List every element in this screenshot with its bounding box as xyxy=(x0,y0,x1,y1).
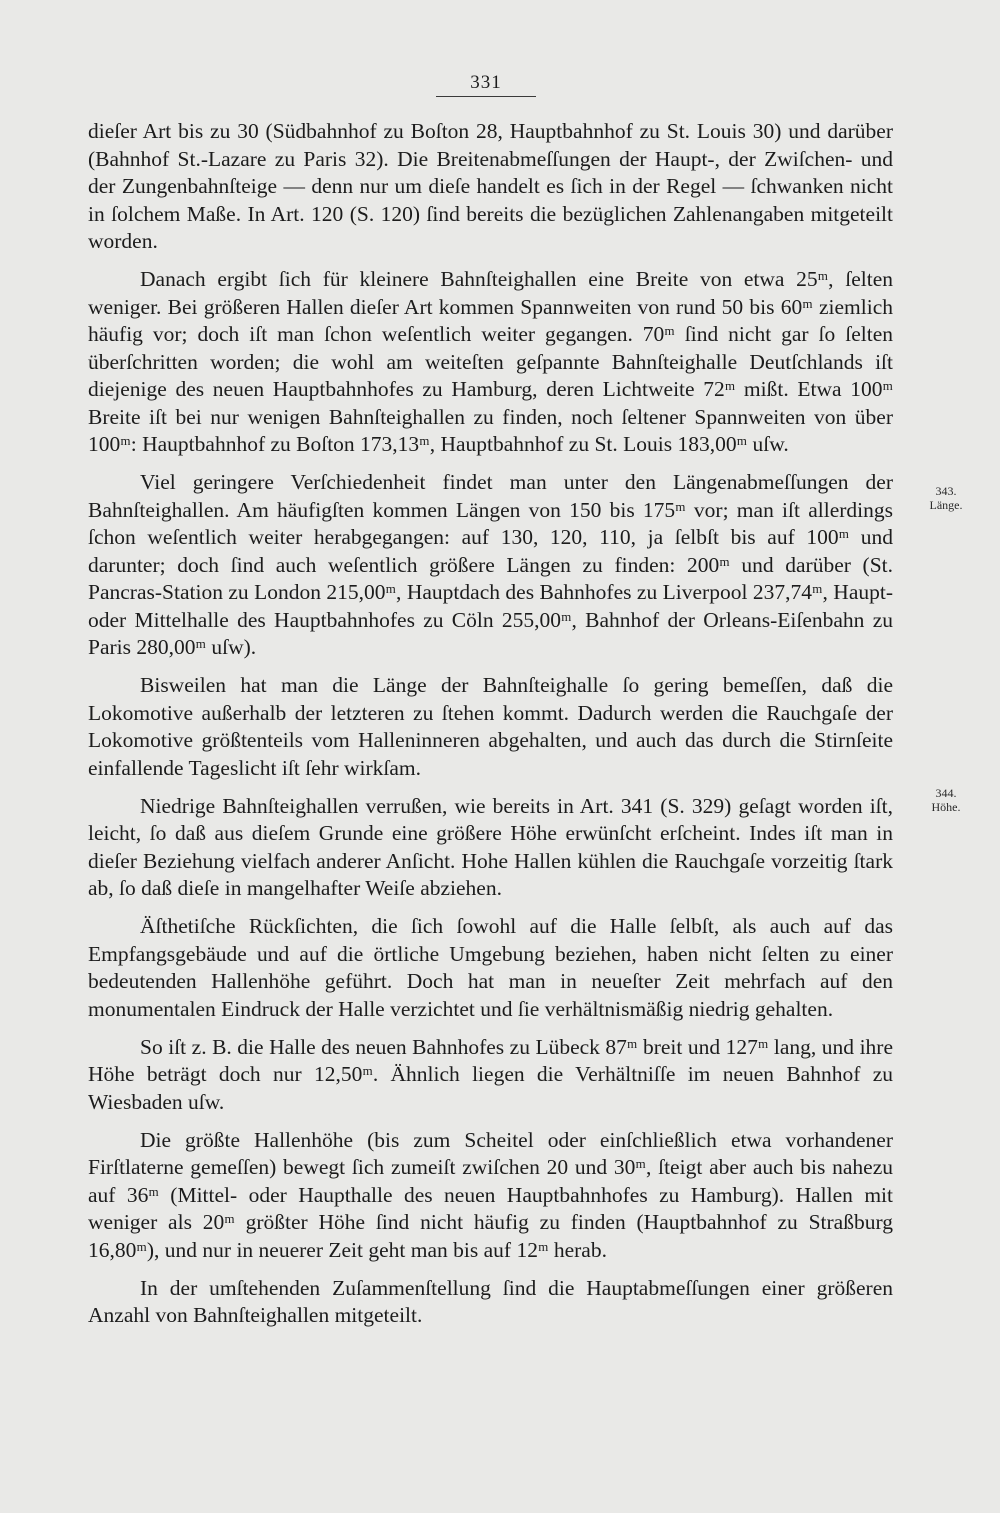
margin-note-length xyxy=(914,484,978,512)
paragraph: Äſthetiſche Rückſichten, die ſich ſowohl auf die Halle ſelbſt, als auch auf das Empfangsgebäude und auf die örtliche Umgebung beziehen, haben nicht ſelten zu einer bedeutenden Hallenhöhe geführt. Doch hat man in neueſter Zeit mehrfach auf den monumentalen Eindruck der Halle verzichtet und ſie verhältnismäßig niedrig gehalten. xyxy=(88,914,893,1021)
margin-note-label: Länge. xyxy=(929,498,963,512)
margin-note-number: 344. xyxy=(935,786,957,800)
paragraph: Danach ergibt ſich für kleinere Bahnſteighallen eine Breite von etwa 25ᵐ, ſelten weniger. Bei größeren Hallen dieſer Art kommen Spannweiten von rund 50 bis 60ᵐ ziemlich häufig vor; doch iſt man ſchon weſentlich weiter gegangen. 70ᵐ ſind nicht gar ſo ſelten überſchritten worden; die wohl am weiteſten geſpannte Bahnſteighalle Deutſchlands iſt diejenige des neuen Hauptbahnhofes zu Hamburg, deren Lichtweite 72ᵐ mißt. Etwa 100ᵐ Breite iſt bei nur wenigen Bahnſteighallen zu finden, noch ſeltener Spannweiten von über 100ᵐ: Hauptbahnhof zu Boſton 173,13ᵐ, Hauptbahnhof zu St. Louis 183,00ᵐ uſw. xyxy=(88,267,893,456)
paragraph: So iſt z. B. die Halle des neuen Bahnhofes zu Lübeck 87ᵐ breit und 127ᵐ lang, und ihre Höhe beträgt doch nur 12,50ᵐ. Ähnlich liegen die Verhältniſſe im neuen Bahnhof zu Wiesbaden uſw. xyxy=(88,1034,893,1114)
paragraph: dieſer Art bis zu 30 (Südbahnhof zu Boſton 28, Hauptbahnhof zu St. Louis 30) und darüber (Bahnhof St.-Lazare zu Paris 32). Die Breitenabmeſſungen der Haupt-, der Zwiſchen- und der Zungenbahnſteige — denn nur um dieſe handelt es ſich in der Regel — ſchwanken nicht in ſolchem Maße. In Art. 120 (S. 120) ſind bereits die bezüglichen Zahlenangaben mitgeteilt worden. xyxy=(88,119,893,253)
page-number-rule xyxy=(436,96,536,97)
paragraph: Viel geringere Verſchiedenheit findet man unter den Längenabmeſſungen der Bahnſteighallen. Am häufigſten kommen Längen von 150 bis 175ᵐ vor; man iſt allerdings ſchon weſentlich weiter herabgegangen: auf 130, 120, 110, ja ſelbſt bis auf 100ᵐ und darunter; doch ſind auch weſentlich größere Längen zu finden: 200ᵐ und darüber (St. Pancras-Station zu London 215,00ᵐ, Hauptdach des Bahnhofes zu Liverpool 237,74ᵐ, Haupt- oder Mittelhalle des Hauptbahnhofes zu Cöln 255,00ᵐ, Bahnhof der Orleans-Eiſenbahn zu Paris 280,00ᵐ uſw). xyxy=(88,470,893,659)
paragraph: Bisweilen hat man die Länge der Bahnſteighalle ſo gering bemeſſen, daß die Lokomotive außerhalb der letzteren zu ſtehen kommt. Dadurch werden die Rauchgaſe der Lokomotive größtenteils vom Halleninneren abgehalten, und auch das durch die Stirnſeite einfallende Tageslicht iſt ſehr wirkſam. xyxy=(88,673,893,780)
body-text xyxy=(88,118,893,1340)
paragraph: Niedrige Bahnſteighallen verrußen, wie bereits in Art. 341 (S. 329) geſagt worden iſt, leicht, ſo daß aus dieſem Grunde eine größere Höhe erwünſcht erſcheint. Indes iſt man in dieſer Beziehung vielfach anderer Anſicht. Hohe Hallen kühlen die Rauchgaſe vorzeitig ſtark ab, ſo daß dieſe in mangelhafter Weiſe abziehen. xyxy=(88,793,893,900)
paragraph: In der umſtehenden Zuſammenſtellung ſind die Hauptabmeſſungen einer größeren Anzahl von Bahnſteighallen mitgeteilt. xyxy=(88,1275,893,1327)
page-number: 331 xyxy=(470,72,502,93)
margin-note-number: 343. xyxy=(935,484,957,498)
margin-note-height xyxy=(914,786,978,814)
paragraph: Die größte Hallenhöhe (bis zum Scheitel oder einſchließlich etwa vorhandener Firſtlaterne gemeſſen) bewegt ſich zumeiſt zwiſchen 20 und 30ᵐ, ſteigt aber auch bis nahezu auf 36ᵐ (Mittel- oder Haupthalle des neuen Hauptbahnhofes zu Hamburg). Hallen mit weniger als 20ᵐ größter Höhe ſind nicht häufig zu finden (Hauptbahnhof zu Straßburg 16,80ᵐ), und nur in neuerer Zeit geht man bis auf 12ᵐ herab. xyxy=(88,1127,893,1262)
margin-note-label: Höhe. xyxy=(931,800,961,814)
